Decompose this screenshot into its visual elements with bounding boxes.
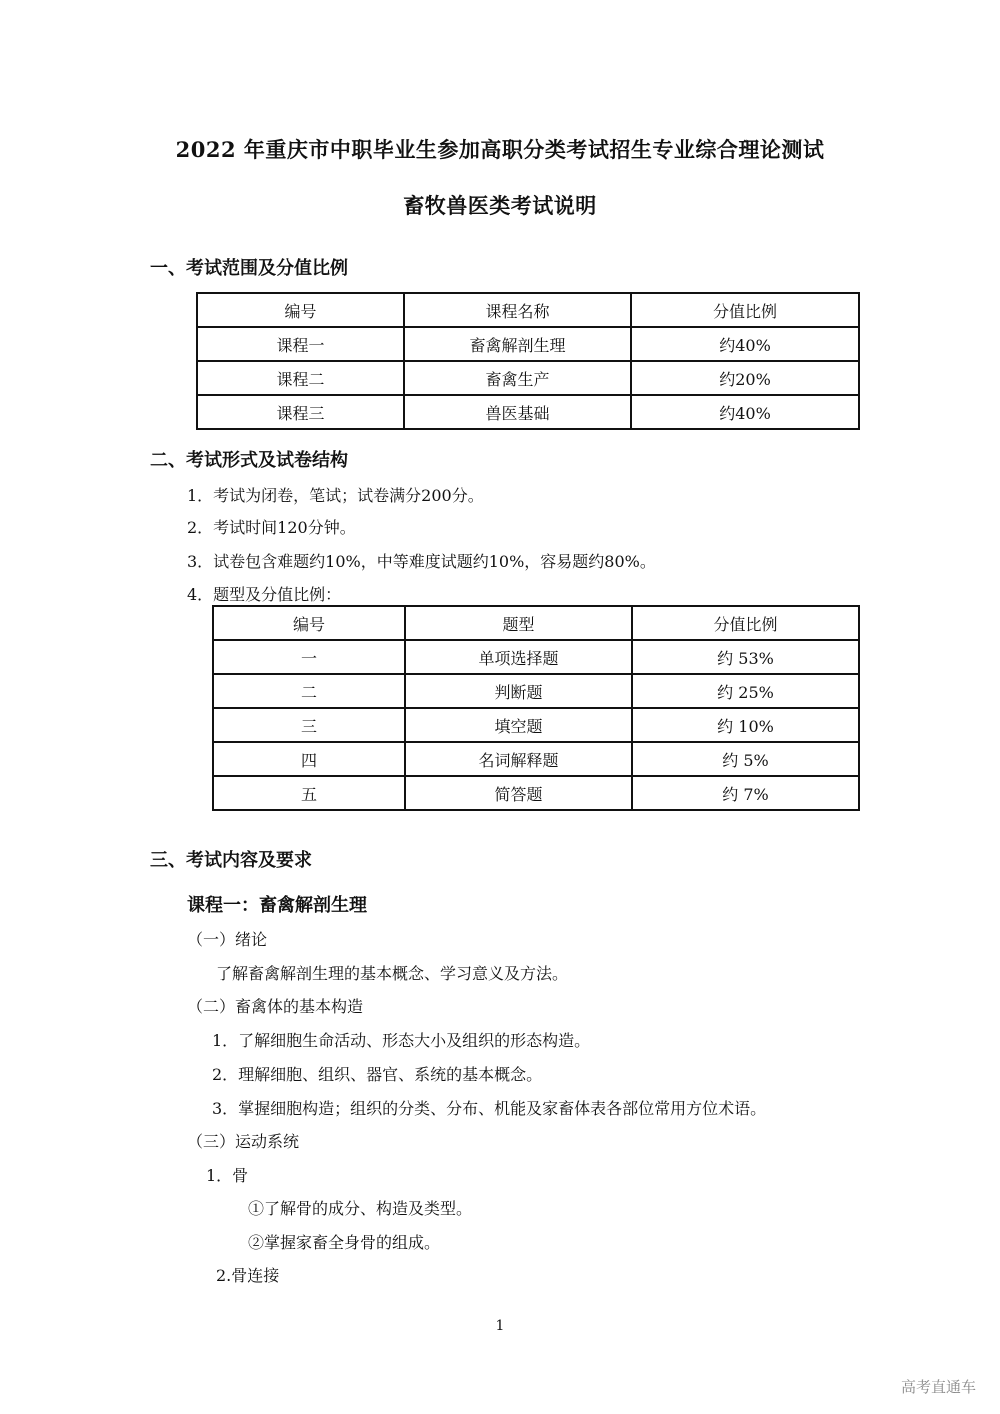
exam-format-item: 2．考试时间120分钟。 [187,518,356,537]
table-cell: 四 [213,742,405,776]
document-title-line2: 畜牧兽医类考试说明 [403,193,597,218]
subsection-item: 1．骨 [206,1166,249,1185]
table-row [197,327,859,361]
table-row [213,708,859,742]
subsection-item: 3．掌握细胞构造；组织的分类、分布、机能及家畜体表各部位常用方位术语。 [212,1099,767,1118]
table-cell: 兽医基础 [404,395,631,429]
subsection-item: 1．了解细胞生命活动、形态大小及组织的形态构造。 [212,1031,591,1050]
table-cell: 填空题 [405,708,632,742]
header-cell: 题型 [405,606,632,640]
watermark: 高考直通车 [900,1378,976,1396]
table-row [197,395,859,429]
subsection-heading: （二）畜禽体的基本构造 [187,997,364,1016]
table-header-row [197,293,859,327]
table-row [213,674,859,708]
table-cell: 约 7% [632,776,859,810]
header-cell: 编号 [197,293,404,327]
table-cell: 课程一 [197,327,404,361]
table-cell: 约 5% [632,742,859,776]
header-cell: 分值比例 [632,606,859,640]
section1-heading: 一、考试范围及分值比例 [150,258,348,279]
table-cell: 判断题 [405,674,632,708]
exam-format-item: 1．考试为闭卷，笔试；试卷满分200分。 [187,486,484,505]
table-cell: 五 [213,776,405,810]
table-row [213,742,859,776]
table-cell: 约40% [631,327,859,361]
subsection-point: ②掌握家畜全身骨的组成。 [248,1233,441,1252]
header-cell: 分值比例 [631,293,859,327]
table-cell: 约 10% [632,708,859,742]
table-row [197,361,859,395]
exam-format-item: 4．题型及分值比例： [187,585,342,604]
table-cell: 名词解释题 [405,742,632,776]
section2-heading: 二、考试形式及试卷结构 [150,450,348,471]
subsection-item: 2.骨连接 [216,1266,280,1285]
page-number: 1 [495,1318,505,1334]
table-cell: 约20% [631,361,859,395]
course1-title: 课程一：畜禽解剖生理 [187,895,367,916]
course-score-table [196,292,860,430]
subsection-heading: （三）运动系统 [187,1132,300,1151]
question-type-table [212,605,860,811]
table-cell: 约40% [631,395,859,429]
table-row [213,640,859,674]
table-cell: 简答题 [405,776,632,810]
table-cell: 二 [213,674,405,708]
subsection-heading: （一）绪论 [187,930,268,949]
document-title-line1: 2022 年重庆市中职毕业生参加高职分类考试招生专业综合理论测试 [175,137,825,162]
subsection-item: 2．理解细胞、组织、器官、系统的基本概念。 [212,1065,543,1084]
table-cell: 约 25% [632,674,859,708]
subsection-text: 了解畜禽解剖生理的基本概念、学习意义及方法。 [216,964,569,983]
table-cell: 课程二 [197,361,404,395]
table-cell: 约 53% [632,640,859,674]
table-cell: 三 [213,708,405,742]
table-cell: 一 [213,640,405,674]
section3-heading: 三、考试内容及要求 [150,850,312,871]
subsection-point: ①了解骨的成分、构造及类型。 [248,1199,473,1218]
table-row [213,776,859,810]
table-cell: 畜禽解剖生理 [404,327,631,361]
exam-format-item: 3．试卷包含难题约10%，中等难度试题约10%，容易题约80%。 [187,552,656,571]
header-cell: 编号 [213,606,405,640]
table-header-row [213,606,859,640]
table-cell: 课程三 [197,395,404,429]
table-cell: 单项选择题 [405,640,632,674]
header-cell: 课程名称 [404,293,631,327]
table-cell: 畜禽生产 [404,361,631,395]
